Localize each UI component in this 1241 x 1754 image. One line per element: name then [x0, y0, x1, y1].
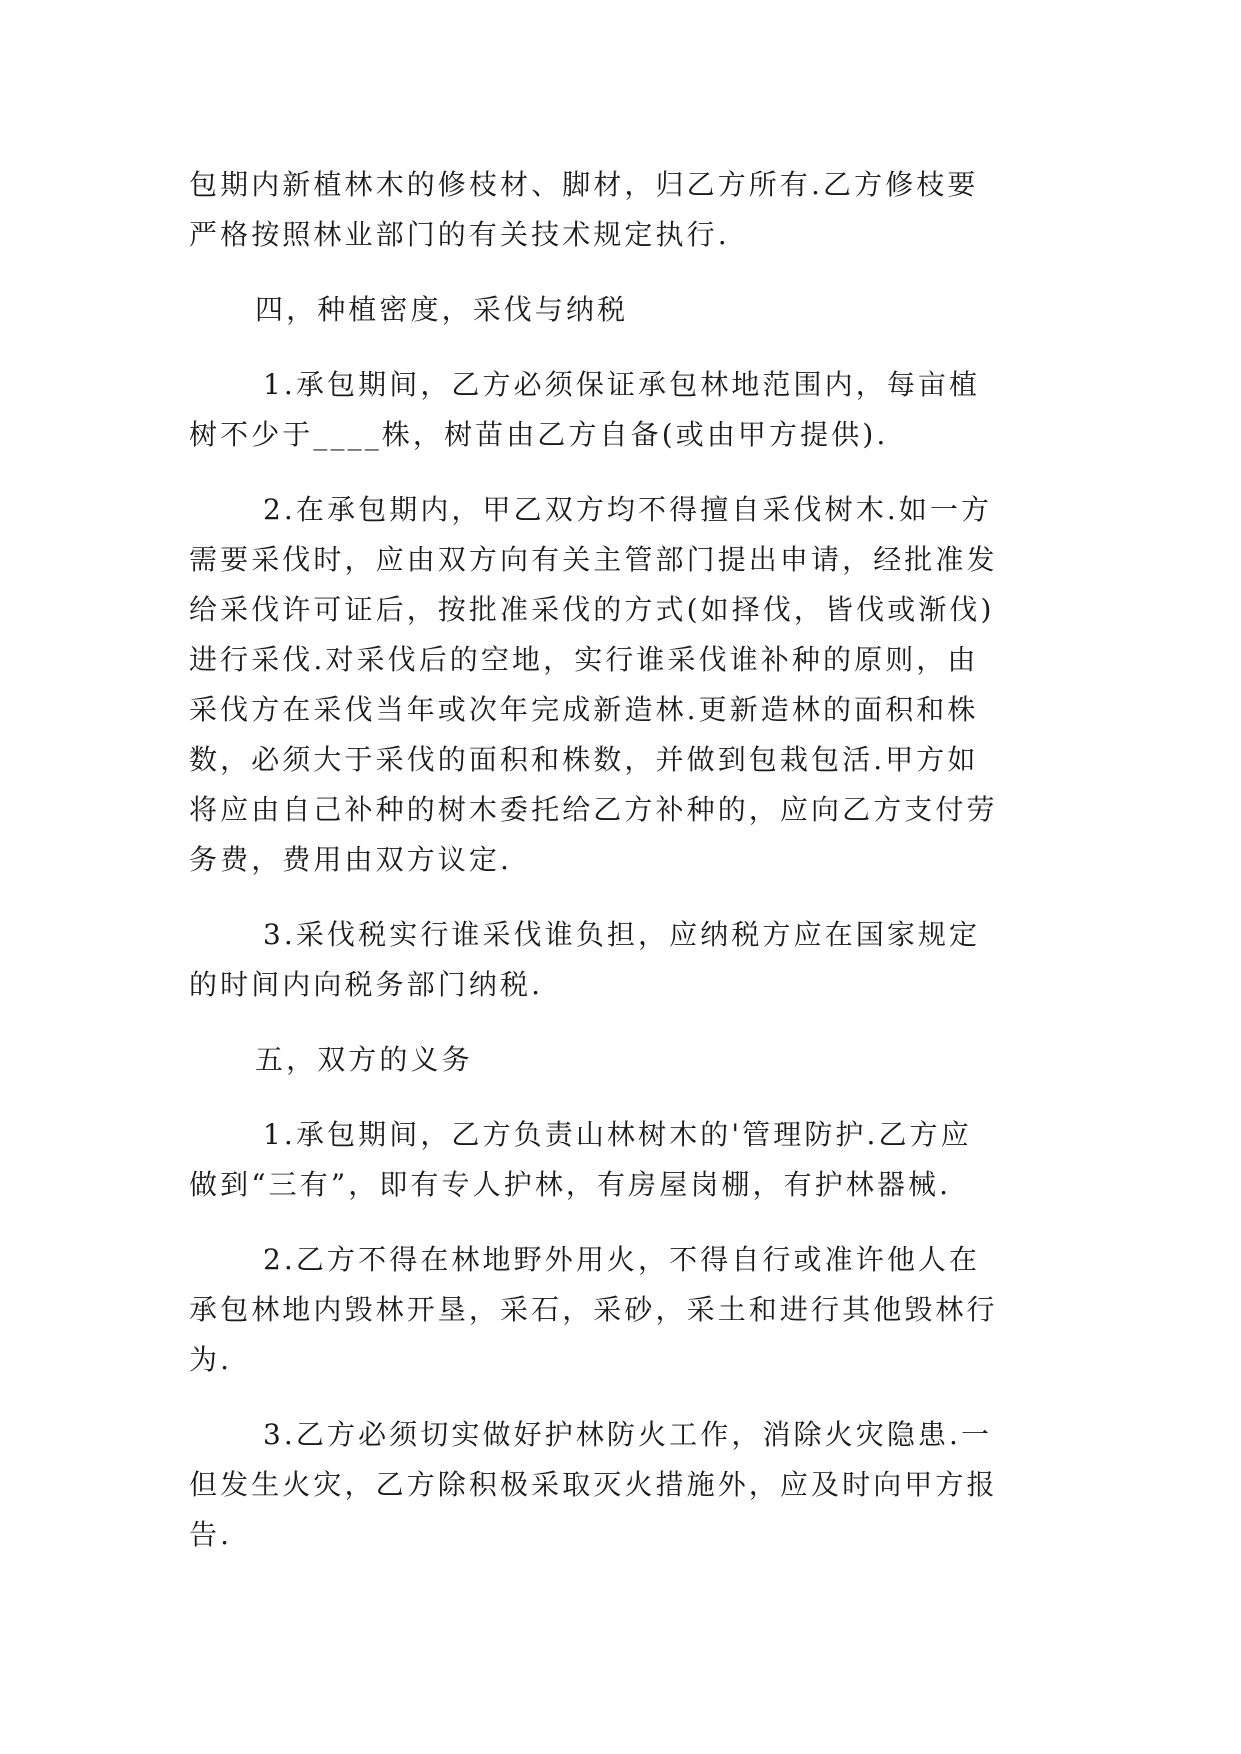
paragraph-line: 务费，费用由双方议定. [189, 843, 513, 876]
paragraph-line: 做到“三有”，即有专人护林，有房屋岗棚，有护林器械. [189, 1168, 952, 1201]
paragraph-line: 3.采伐税实行谁采伐谁负担，应纳税方应在国家规定 [263, 918, 981, 951]
paragraph-line: 给采伐许可证后，按批准采伐的方式(如择伐，皆伐或渐伐) [189, 593, 995, 626]
paragraph-line: 的时间内向税务部门纳税. [189, 968, 544, 1001]
paragraph-line: 3.乙方必须切实做好护林防火工作，消除火灾隐患.一 [263, 1418, 993, 1451]
document-body [189, 160, 1051, 1560]
paragraph-line: 严格按照林业部门的有关技术规定执行. [189, 218, 730, 251]
paragraph-line: 1.承包期间，乙方必须保证承包林地范围内，每亩植 [263, 368, 981, 401]
paragraph-line: 采伐方在采伐当年或次年完成新造林.更新造林的面积和株 [189, 693, 979, 726]
paragraph-line: 承包林地内毁林开垦，采石，采砂，采土和进行其他毁林行 [189, 1293, 998, 1326]
paragraph-line: 进行采伐.对采伐后的空地，实行谁采伐谁补种的原则，由 [189, 643, 979, 676]
paragraph-line: 为. [189, 1343, 233, 1376]
paragraph-line: 包期内新植林木的修枝材、脚材，归乙方所有.乙方修枝要 [189, 168, 979, 201]
paragraph-line: 树不少于____株，树苗由乙方自备(或由甲方提供). [189, 418, 889, 451]
paragraph-line: 需要采伐时，应由双方向有关主管部门提出申请，经批准发 [189, 543, 998, 576]
section-heading: 五，双方的义务 [255, 1043, 473, 1076]
paragraph-line: 数，必须大于采伐的面积和株数，并做到包栽包活.甲方如 [189, 743, 979, 776]
paragraph-line: 2.乙方不得在林地野外用火，不得自行或准许他人在 [263, 1243, 981, 1276]
paragraph-line: 将应由自己补种的树木委托给乙方补种的，应向乙方支付劳 [189, 793, 998, 826]
section-heading: 四，种植密度，采伐与纳税 [255, 293, 629, 326]
paragraph-line: 但发生火灾，乙方除积极采取灭火措施外，应及时向甲方报 [189, 1468, 998, 1501]
paragraph-line: 2.在承包期内，甲乙双方均不得擅自采伐树木.如一方 [263, 493, 993, 526]
paragraph-line: 告. [189, 1518, 233, 1551]
paragraph-line: 1.承包期间，乙方负责山林树木的'管理防护.乙方应 [263, 1118, 972, 1151]
